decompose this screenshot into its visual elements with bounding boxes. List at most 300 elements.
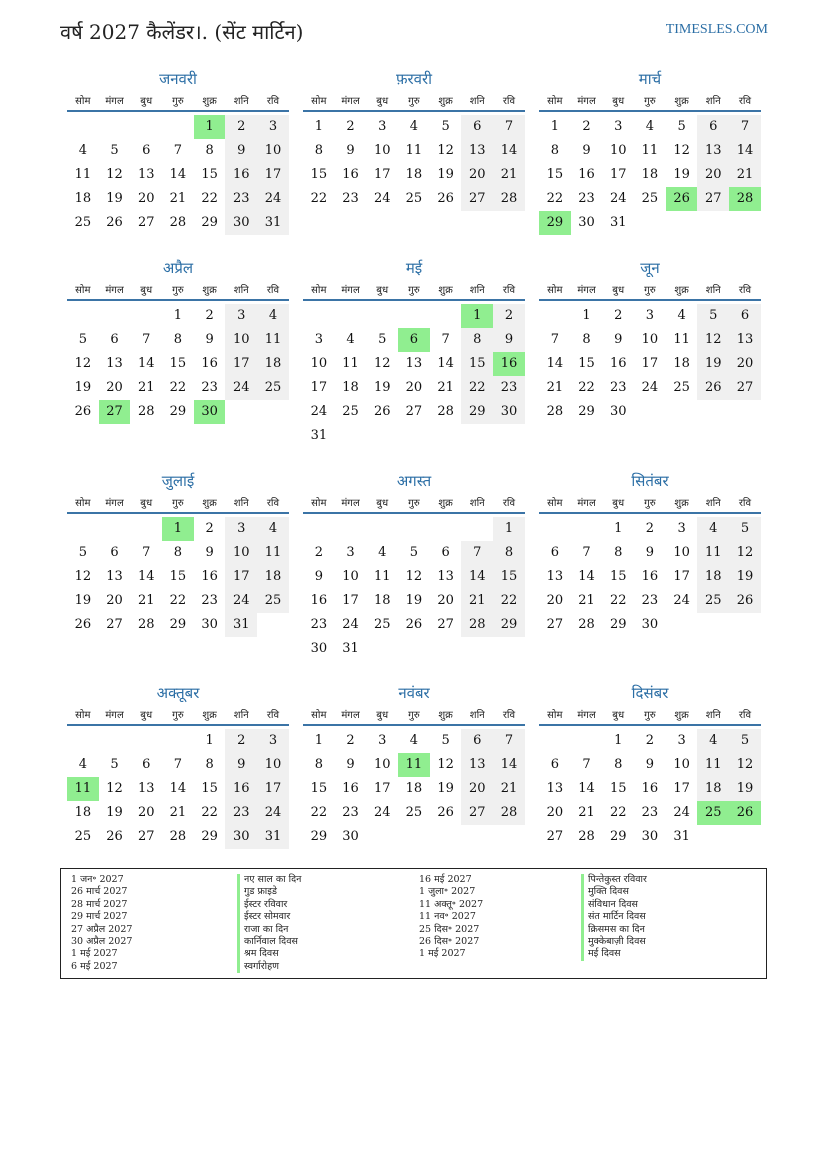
day-cell: 16: [225, 777, 257, 801]
legend-entry: 11 नव॰ 2027: [419, 911, 476, 923]
month-block: [539, 259, 761, 424]
day-cell: 8: [582, 332, 591, 347]
day-cell: 19: [74, 593, 92, 608]
empty-cell: [130, 304, 162, 328]
day-cell: 3: [346, 545, 355, 560]
day-cell: 14: [137, 356, 155, 371]
day-cell: 12: [74, 569, 92, 584]
day-cell: 3: [257, 115, 289, 139]
legend-entry: श्रम दिवस: [237, 948, 301, 960]
day-cell: 7: [142, 545, 151, 560]
weekday-header: [303, 90, 525, 112]
day-grid: [67, 304, 289, 424]
day-cell: 16: [201, 569, 218, 584]
month-block: [539, 684, 761, 849]
day-cell: 11: [673, 332, 690, 347]
day-cell: 4: [346, 332, 355, 347]
day-cell: 17: [257, 163, 289, 187]
day-cell: 19: [673, 167, 690, 182]
month-name: अक्तूबर: [156, 684, 200, 702]
day-cell: 7: [142, 332, 151, 347]
day-cell: 5: [697, 304, 729, 328]
day-cell: 31: [225, 613, 257, 637]
day-cell: 5: [110, 757, 119, 772]
weekday-label: शुक्र: [202, 710, 217, 721]
weekday-label: शनि: [469, 710, 485, 721]
day-cell: 9: [346, 757, 355, 772]
day-cell: 16: [609, 356, 627, 371]
empty-cell: [461, 517, 493, 541]
day-cell: 17: [225, 565, 257, 589]
legend-entry: राजा का दिन: [237, 924, 301, 936]
day-cell: 22: [310, 805, 328, 820]
day-cell: 26: [106, 829, 123, 844]
day-cell: 29: [609, 829, 627, 844]
day-cell: 30: [609, 404, 627, 419]
day-cell: 26: [437, 805, 454, 820]
month-name: मई: [405, 259, 423, 277]
day-cell: 27: [137, 215, 155, 230]
month-name: अगस्त: [396, 472, 432, 490]
empty-cell: [67, 304, 99, 328]
holiday-day-cell: 30: [194, 400, 226, 424]
empty-cell: [571, 517, 603, 541]
day-cell: 25: [697, 589, 729, 613]
legend-entry: 1 जन॰ 2027: [71, 874, 124, 885]
day-cell: 8: [173, 332, 183, 347]
weekday-header: [539, 492, 761, 514]
day-cell: 11: [257, 328, 289, 352]
weekday-label: मंगल: [577, 285, 596, 296]
day-cell: 24: [257, 801, 289, 825]
day-cell: 19: [405, 593, 423, 608]
day-cell: 10: [225, 541, 257, 565]
day-cell: 21: [437, 380, 454, 395]
weekday-header: [303, 492, 525, 514]
day-cell: 7: [550, 332, 559, 347]
day-cell: 27: [546, 617, 564, 632]
day-cell: 12: [729, 541, 761, 565]
day-cell: 28: [137, 404, 155, 419]
month-name: दिसंबर: [631, 684, 669, 702]
holiday-day-cell: 27: [99, 400, 131, 424]
weekday-label: मंगल: [341, 710, 360, 721]
day-cell: 13: [546, 569, 564, 584]
day-cell: 23: [201, 380, 218, 395]
legend-entry: मुक्ति दिवस: [581, 886, 647, 898]
day-cell: 9: [205, 545, 214, 560]
day-cell: 8: [614, 757, 623, 772]
day-cell: 5: [78, 545, 87, 560]
day-cell: 28: [169, 215, 187, 230]
day-cell: 3: [225, 304, 257, 328]
day-cell: 10: [257, 753, 289, 777]
empty-cell: [539, 517, 571, 541]
day-cell: 17: [673, 781, 690, 796]
day-cell: 28: [493, 801, 525, 825]
day-cell: 17: [373, 167, 391, 182]
day-cell: 10: [342, 569, 359, 584]
weekday-label: शुक्र: [438, 498, 453, 509]
day-cell: 30: [641, 617, 659, 632]
day-cell: 18: [697, 565, 729, 589]
day-cell: 18: [373, 593, 391, 608]
day-cell: 22: [169, 380, 187, 395]
day-cell: 14: [137, 569, 155, 584]
day-grid: [67, 729, 289, 849]
day-cell: 5: [409, 545, 419, 560]
weekday-label: रवि: [266, 498, 280, 509]
day-grid: [67, 115, 289, 235]
day-cell: 17: [257, 777, 289, 801]
day-cell: 23: [342, 805, 359, 820]
day-cell: 2: [493, 304, 525, 328]
day-cell: 14: [169, 167, 187, 182]
day-cell: 4: [697, 729, 729, 753]
holiday-day-cell: 1: [461, 304, 493, 328]
day-cell: 15: [310, 781, 328, 796]
weekday-label: सोम: [75, 498, 91, 509]
legend-entry: 25 दिस॰ 2027: [419, 923, 480, 935]
day-cell: 29: [201, 215, 218, 230]
day-cell: 19: [437, 781, 454, 796]
day-cell: 30: [641, 829, 659, 844]
month-name: सितंबर: [631, 472, 669, 490]
legend-entry: 6 मई 2027: [71, 960, 118, 972]
day-cell: 19: [373, 380, 391, 395]
day-cell: 24: [225, 589, 257, 613]
day-cell: 11: [342, 356, 359, 371]
day-cell: 27: [546, 829, 564, 844]
day-cell: 15: [310, 167, 328, 182]
empty-cell: [366, 517, 398, 541]
day-cell: 28: [169, 829, 187, 844]
day-cell: 1: [314, 733, 323, 748]
day-cell: 25: [673, 380, 690, 395]
holiday-day-cell: 29: [539, 211, 571, 235]
day-cell: 27: [461, 187, 493, 211]
day-cell: 2: [225, 115, 257, 139]
legend-entry: क्रिसमस का दिन: [581, 924, 647, 936]
day-grid: [303, 729, 525, 849]
day-cell: 14: [578, 781, 595, 796]
month-block: [67, 70, 289, 235]
day-cell: 1: [550, 119, 559, 134]
day-cell: 19: [437, 167, 454, 182]
day-cell: 3: [677, 521, 686, 536]
day-cell: 13: [729, 328, 761, 352]
day-cell: 4: [645, 119, 655, 134]
day-cell: 11: [74, 167, 92, 182]
day-cell: 12: [373, 356, 391, 371]
weekday-label: शनि: [705, 285, 721, 296]
day-cell: 11: [405, 143, 423, 158]
weekday-label: रवि: [502, 710, 516, 721]
day-cell: 28: [578, 617, 595, 632]
weekday-label: सोम: [75, 285, 91, 296]
site-link[interactable]: TIMESLES.COM: [665, 22, 768, 37]
day-cell: 8: [550, 143, 559, 158]
holiday-day-cell: 11: [398, 753, 430, 777]
holiday-day-cell: 11: [67, 777, 99, 801]
page-title: वर्ष 2027 कैलेंडर।. (सेंट मार्टिन): [60, 20, 304, 44]
day-cell: 19: [697, 352, 729, 376]
holiday-day-cell: 1: [162, 517, 194, 541]
weekday-header: [67, 704, 289, 726]
day-cell: 6: [110, 332, 119, 347]
weekday-label: सोम: [311, 285, 327, 296]
day-cell: 20: [697, 163, 729, 187]
day-cell: 23: [609, 380, 627, 395]
weekday-label: गुरु: [644, 96, 656, 107]
day-cell: 3: [677, 733, 686, 748]
legend-entry: 11 अक्तू॰ 2027: [419, 898, 484, 910]
weekday-label: सोम: [547, 96, 563, 107]
weekday-label: बुध: [612, 498, 625, 509]
day-cell: 23: [225, 801, 257, 825]
day-cell: 21: [493, 163, 525, 187]
day-cell: 10: [609, 143, 627, 158]
holiday-day-cell: 16: [493, 352, 525, 376]
weekday-label: सोम: [547, 285, 563, 296]
legend-names-left: [237, 874, 301, 973]
day-cell: 15: [169, 356, 187, 371]
day-cell: 11: [373, 569, 391, 584]
day-cell: 17: [310, 380, 328, 395]
day-cell: 30: [225, 211, 257, 235]
day-cell: 7: [441, 332, 450, 347]
month-block: [67, 259, 289, 424]
day-cell: 18: [697, 777, 729, 801]
day-cell: 29: [169, 617, 187, 632]
day-cell: 14: [546, 356, 564, 371]
holiday-day-cell: 26: [729, 801, 761, 825]
month-name: नवंबर: [398, 684, 430, 702]
day-cell: 19: [106, 191, 123, 206]
weekday-label: शुक्र: [202, 498, 217, 509]
weekday-label: बुध: [376, 285, 389, 296]
day-cell: 27: [437, 617, 454, 632]
day-cell: 16: [225, 163, 257, 187]
weekday-label: सोम: [311, 498, 327, 509]
day-cell: 2: [346, 733, 355, 748]
day-cell: 31: [257, 825, 289, 849]
month-block: [303, 259, 525, 448]
day-cell: 26: [437, 191, 454, 206]
day-cell: 11: [641, 143, 659, 158]
day-cell: 29: [461, 400, 493, 424]
empty-cell: [130, 517, 162, 541]
day-cell: 26: [405, 617, 423, 632]
day-cell: 2: [346, 119, 355, 134]
day-cell: 28: [493, 187, 525, 211]
day-cell: 3: [614, 119, 623, 134]
empty-cell: [335, 304, 367, 328]
day-cell: 22: [201, 805, 218, 820]
weekday-header: [67, 279, 289, 301]
day-cell: 8: [314, 143, 323, 158]
day-cell: 28: [578, 829, 595, 844]
day-cell: 6: [142, 143, 151, 158]
empty-cell: [67, 115, 99, 139]
weekday-label: शुक्र: [674, 96, 689, 107]
weekday-header: [539, 704, 761, 726]
legend-entry: 1 जुला॰ 2027: [419, 886, 476, 898]
day-cell: 18: [74, 191, 92, 206]
day-grid: [303, 115, 525, 211]
day-cell: 15: [201, 167, 218, 182]
day-cell: 10: [373, 757, 391, 772]
day-cell: 21: [169, 191, 187, 206]
day-cell: 10: [673, 757, 690, 772]
empty-cell: [162, 729, 194, 753]
day-cell: 8: [205, 757, 214, 772]
weekday-label: गुरु: [644, 498, 656, 509]
day-cell: 13: [697, 139, 729, 163]
weekday-header: [539, 90, 761, 112]
day-cell: 25: [373, 617, 391, 632]
day-cell: 28: [437, 404, 454, 419]
day-grid: [539, 115, 761, 235]
day-cell: 29: [609, 617, 627, 632]
weekday-label: रवि: [502, 96, 516, 107]
day-cell: 31: [609, 215, 627, 230]
weekday-label: शनि: [469, 285, 485, 296]
day-cell: 20: [461, 777, 493, 801]
day-cell: 24: [310, 404, 328, 419]
day-cell: 20: [106, 593, 123, 608]
day-cell: 2: [205, 521, 214, 536]
day-cell: 14: [169, 781, 187, 796]
weekday-header: [539, 279, 761, 301]
empty-cell: [303, 304, 335, 328]
holiday-day-cell: 26: [666, 187, 698, 211]
day-cell: 27: [106, 617, 123, 632]
weekday-label: मंगल: [341, 96, 360, 107]
day-cell: 23: [641, 805, 659, 820]
day-cell: 16: [201, 356, 218, 371]
empty-cell: [99, 729, 131, 753]
day-cell: 5: [729, 517, 761, 541]
empty-cell: [430, 517, 462, 541]
day-cell: 30: [310, 641, 328, 656]
empty-cell: [99, 304, 131, 328]
day-cell: 12: [673, 143, 690, 158]
weekday-label: मंगल: [577, 498, 596, 509]
day-cell: 16: [641, 781, 659, 796]
day-cell: 9: [225, 753, 257, 777]
day-cell: 17: [225, 352, 257, 376]
day-cell: 26: [729, 589, 761, 613]
day-cell: 7: [729, 115, 761, 139]
day-cell: 22: [493, 589, 525, 613]
legend-entry: 29 मार्च 2027: [71, 911, 128, 923]
weekday-header: [303, 704, 525, 726]
day-cell: 29: [201, 829, 218, 844]
day-cell: 31: [342, 641, 359, 656]
day-cell: 2: [582, 119, 591, 134]
day-cell: 10: [673, 545, 690, 560]
day-cell: 29: [493, 613, 525, 637]
day-cell: 20: [137, 805, 155, 820]
day-cell: 15: [493, 565, 525, 589]
weekday-label: बुध: [376, 710, 389, 721]
empty-cell: [99, 115, 131, 139]
empty-cell: [162, 115, 194, 139]
day-cell: 15: [609, 569, 627, 584]
weekday-label: सोम: [547, 498, 563, 509]
day-cell: 21: [137, 593, 155, 608]
legend-entry: संत मार्टिन दिवस: [581, 911, 647, 923]
day-cell: 9: [493, 328, 525, 352]
day-cell: 18: [405, 781, 423, 796]
day-cell: 29: [578, 404, 595, 419]
legend-names-right: [581, 874, 647, 961]
day-cell: 6: [729, 304, 761, 328]
day-cell: 26: [74, 617, 92, 632]
day-cell: 21: [546, 380, 564, 395]
day-cell: 1: [493, 517, 525, 541]
day-cell: 17: [342, 593, 359, 608]
day-cell: 17: [609, 167, 627, 182]
legend-entry: संविधान दिवस: [581, 899, 647, 911]
empty-cell: [366, 304, 398, 328]
weekday-label: शनि: [705, 710, 721, 721]
day-cell: 25: [257, 589, 289, 613]
day-cell: 13: [546, 781, 564, 796]
empty-cell: [398, 517, 430, 541]
month-name: जनवरी: [159, 70, 197, 88]
day-cell: 9: [225, 139, 257, 163]
weekday-label: मंगल: [577, 96, 596, 107]
day-cell: 9: [346, 143, 355, 158]
month-block: [539, 472, 761, 637]
weekday-label: शनि: [233, 285, 249, 296]
day-cell: 4: [697, 517, 729, 541]
day-cell: 16: [342, 167, 359, 182]
month-block: [67, 684, 289, 849]
day-cell: 16: [310, 593, 328, 608]
holiday-legend: [60, 868, 767, 979]
weekday-label: शनि: [705, 498, 721, 509]
day-cell: 23: [493, 376, 525, 400]
empty-cell: [335, 517, 367, 541]
day-cell: 16: [578, 167, 595, 182]
day-cell: 17: [641, 356, 659, 371]
month-block: [303, 70, 525, 211]
day-cell: 12: [729, 753, 761, 777]
month-block: [303, 684, 525, 849]
day-cell: 31: [257, 211, 289, 235]
day-cell: 27: [461, 801, 493, 825]
weekday-label: शुक्र: [674, 285, 689, 296]
empty-cell: [303, 517, 335, 541]
weekday-label: शनि: [233, 96, 249, 107]
day-cell: 18: [342, 380, 359, 395]
day-cell: 6: [142, 757, 151, 772]
month-name: जुलाई: [161, 472, 195, 490]
weekday-label: गुरु: [172, 285, 184, 296]
month-name: जून: [640, 259, 660, 277]
day-cell: 25: [641, 191, 659, 206]
day-cell: 6: [461, 115, 493, 139]
weekday-label: बुध: [140, 710, 153, 721]
weekday-label: सोम: [75, 710, 91, 721]
day-cell: 13: [106, 356, 123, 371]
day-cell: 24: [641, 380, 659, 395]
day-cell: 21: [461, 589, 493, 613]
day-cell: 2: [225, 729, 257, 753]
